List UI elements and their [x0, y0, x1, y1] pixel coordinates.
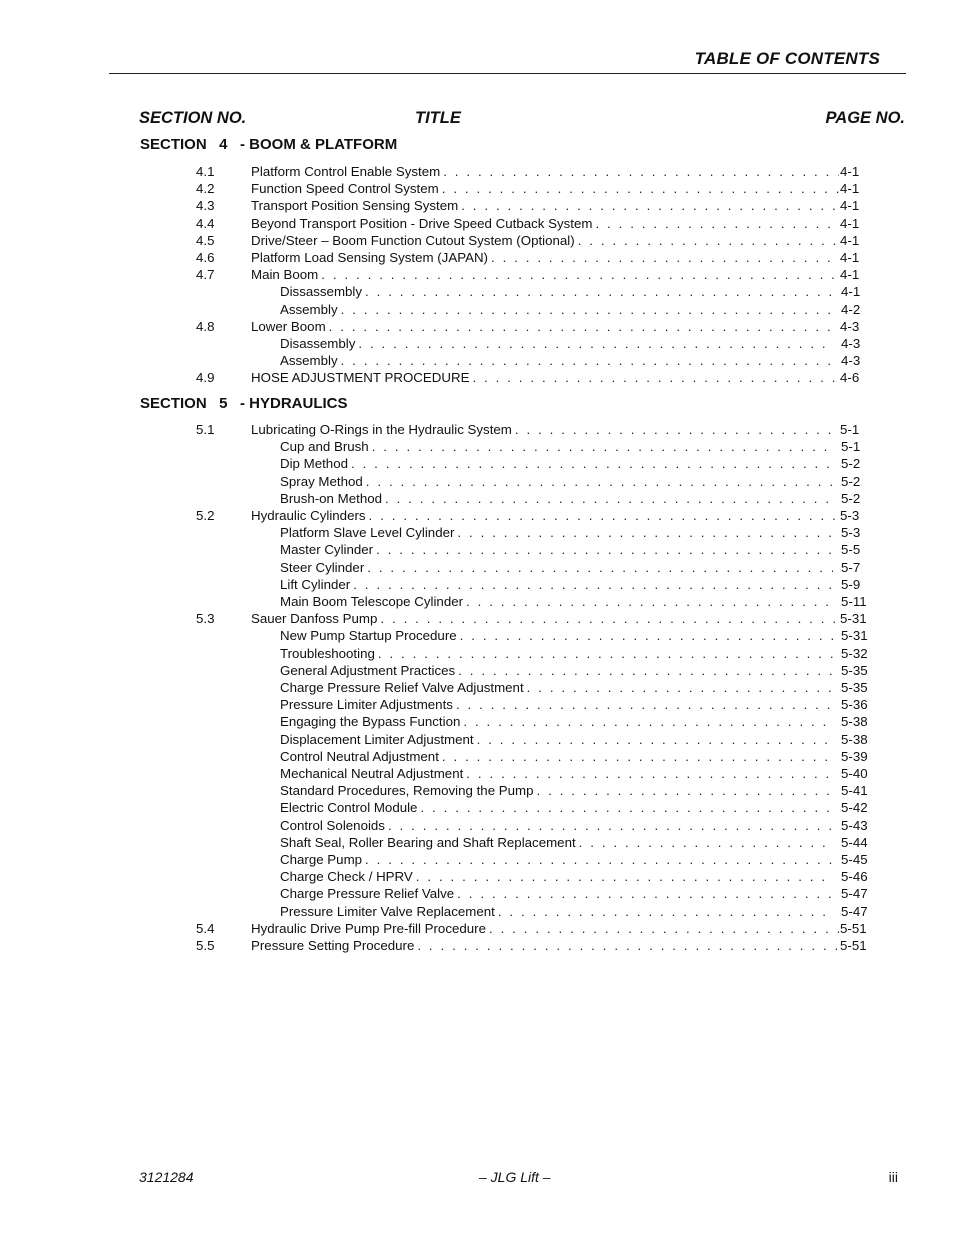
toc-entry-page: 5-47: [841, 903, 868, 919]
dot-leader: [456, 696, 833, 713]
dot-leader: [378, 645, 833, 662]
toc-entry-number: 4.3: [196, 198, 215, 214]
toc-entry-leader-line: [280, 662, 833, 679]
dot-leader: [460, 627, 833, 644]
toc-entry-page: 5-38: [841, 714, 868, 730]
toc-entry-title: Main Boom: [251, 267, 319, 283]
toc-entry-page: 4-2: [841, 301, 861, 317]
dot-leader: [466, 765, 833, 782]
toc-entry-title: New Pump Startup Procedure: [280, 628, 457, 644]
toc-entry-page: 5-35: [841, 680, 868, 695]
dot-leader: [578, 232, 839, 249]
toc-entry-title: Displacement Limiter Adjustment: [280, 731, 474, 747]
toc-entry-leader-line: [280, 834, 833, 851]
toc-entry-page: 5-35: [841, 662, 868, 678]
toc-entry-leader-line: [280, 301, 833, 318]
toc-entry-leader-line: [280, 696, 833, 713]
dot-leader: [376, 541, 833, 558]
toc-entry-leader-line: [280, 283, 833, 300]
toc-entry-leader-line: [251, 507, 839, 524]
toc-entry-page: 4-3: [841, 336, 861, 351]
toc-entry-leader-line: [280, 352, 833, 369]
toc-entry-page: 4-1: [840, 164, 860, 179]
toc-entry-page: 5-45: [841, 852, 868, 867]
dot-leader: [595, 215, 839, 232]
section-heading-5: SECTION 5 - HYDRAULICS: [140, 395, 348, 412]
toc-entry-leader-line: [280, 593, 833, 610]
toc-entry-title: Cup and Brush: [280, 439, 369, 455]
dot-leader: [365, 851, 833, 868]
toc-entry-leader-line: [280, 748, 833, 765]
dot-leader: [366, 473, 833, 490]
dot-leader: [457, 524, 833, 541]
toc-entry-title: Charge Check / HPRV: [280, 869, 413, 885]
toc-entry-page: 5-5: [841, 542, 861, 558]
toc-entry-page: 4-1: [840, 198, 860, 214]
toc-entry-number: 5.4: [196, 920, 215, 936]
toc-entry-leader-line: [280, 541, 833, 558]
toc-entry-page: 4-6: [840, 370, 860, 386]
toc-entry-page: 4-3: [841, 353, 861, 369]
toc-entry-page: 5-41: [841, 783, 868, 799]
dot-leader: [385, 490, 833, 507]
toc-entry-title: Main Boom Telescope Cylinder: [280, 594, 464, 609]
toc-entry-title: Charge Pump: [280, 852, 363, 867]
toc-entry-title: Electric Control Module: [280, 800, 418, 816]
toc-entry-leader-line: [280, 817, 833, 834]
dot-leader: [527, 679, 833, 696]
toc-entry-leader-line: [251, 180, 839, 197]
toc-entry-leader-line: [280, 627, 833, 644]
toc-entry-title: Hydraulic Drive Pump Pre-fill Procedure: [251, 920, 486, 936]
toc-entry-title: Hydraulic Cylinders: [251, 508, 366, 523]
toc-entry-title: Spray Method: [280, 473, 363, 489]
toc-entry-leader-line: [280, 438, 833, 455]
toc-entry-title: Pressure Limiter Adjustments: [280, 697, 453, 713]
toc-entry-leader-line: [280, 903, 833, 920]
toc-entry-title: Disassembly: [280, 336, 356, 351]
dot-leader: [458, 662, 833, 679]
toc-entry-number: 4.1: [196, 164, 215, 179]
toc-entry-leader-line: [280, 679, 833, 696]
dot-leader: [442, 180, 839, 197]
toc-entry-leader-line: [251, 232, 839, 249]
dot-leader: [443, 163, 839, 180]
toc-entry-title: Pressure Setting Procedure: [251, 938, 415, 953]
toc-entry-leader-line: [251, 249, 839, 266]
dot-leader: [489, 920, 839, 937]
toc-entry-title: Function Speed Control System: [251, 181, 439, 197]
toc-entry-number: 4.9: [196, 370, 215, 386]
toc-entry-title: Master Cylinder: [280, 542, 374, 558]
dot-leader: [579, 834, 833, 851]
toc-entry-leader-line: [280, 335, 833, 352]
toc-entry-leader-line: [280, 473, 833, 490]
toc-entry-page: 5-3: [841, 525, 861, 541]
toc-entry-title: HOSE ADJUSTMENT PROCEDURE: [251, 370, 470, 386]
toc-entry-title: Transport Position Sensing System: [251, 198, 459, 214]
dot-leader: [457, 885, 833, 902]
dot-leader: [498, 903, 833, 920]
toc-entry-page: 4-1: [840, 215, 860, 231]
toc-entry-page: 5-40: [841, 766, 868, 781]
toc-entry-page: 5-32: [841, 645, 868, 661]
column-heading-page-no: PAGE NO.: [825, 109, 905, 127]
toc-entry-page: 5-47: [841, 886, 868, 902]
toc-entry-title: Charge Pressure Relief Valve: [280, 886, 455, 902]
toc-entry-page: 4-1: [841, 284, 861, 300]
toc-entry-leader-line: [251, 421, 839, 438]
toc-entry-leader-line: [251, 610, 839, 627]
toc-entry-page: 5-44: [841, 834, 868, 850]
toc-entry-page: 4-1: [840, 250, 860, 265]
toc-entry-leader-line: [280, 765, 833, 782]
toc-entry-page: 5-9: [841, 576, 861, 592]
toc-entry-leader-line: [280, 731, 833, 748]
toc-entry-leader-line: [280, 576, 833, 593]
toc-entry-number: 4.6: [196, 250, 215, 265]
dot-leader: [372, 438, 833, 455]
toc-entry-leader-line: [280, 868, 833, 885]
toc-entry-leader-line: [251, 197, 839, 214]
dot-leader: [442, 748, 833, 765]
section-heading-4: SECTION 4 - BOOM & PLATFORM: [140, 136, 398, 153]
toc-entry-leader-line: [280, 885, 833, 902]
toc-entry-number: 5.3: [196, 611, 215, 627]
toc-entry-page: 5-31: [841, 628, 868, 644]
column-heading-section-no: SECTION NO.: [139, 109, 247, 127]
toc-entry-page: 5-2: [841, 490, 861, 506]
dot-leader: [329, 318, 839, 335]
toc-entry-leader-line: [280, 645, 833, 662]
toc-entry-page: 5-51: [840, 920, 867, 936]
toc-entry-leader-line: [251, 266, 839, 283]
dot-leader: [477, 731, 833, 748]
toc-entry-page: 5-2: [841, 473, 861, 489]
toc-entry-page: 5-11: [841, 594, 867, 609]
dot-leader: [353, 576, 833, 593]
toc-entry-title: Charge Pressure Relief Valve Adjustment: [280, 680, 524, 695]
toc-entry-title: Assembly: [280, 301, 338, 317]
toc-entry-number: 4.2: [196, 181, 215, 197]
toc-entry-page: 4-1: [840, 232, 860, 248]
toc-entry-number: 4.7: [196, 267, 215, 283]
dot-leader: [420, 799, 833, 816]
toc-entry-leader-line: [280, 851, 833, 868]
dot-leader: [466, 593, 833, 610]
toc-entry-title: Brush-on Method: [280, 490, 382, 506]
dot-leader: [369, 507, 839, 524]
dot-leader: [472, 369, 839, 386]
toc-entry-leader-line: [280, 713, 833, 730]
toc-entry-page: 5-31: [840, 611, 867, 627]
header-rule: [109, 73, 906, 74]
toc-entry-leader-line: [251, 163, 839, 180]
toc-entry-page: 5-1: [841, 439, 861, 455]
toc-entry-leader-line: [251, 369, 839, 386]
toc-entry-page: 5-46: [841, 869, 868, 885]
toc-entry-title: Drive/Steer – Boom Function Cutout System (Optional): [251, 232, 575, 248]
dot-leader: [416, 868, 833, 885]
dot-leader: [365, 283, 833, 300]
toc-entry-page: 5-38: [841, 731, 868, 747]
dot-leader: [367, 559, 833, 576]
dot-leader: [388, 817, 833, 834]
dot-leader: [537, 782, 833, 799]
toc-entry-title: Standard Procedures, Removing the Pump: [280, 783, 534, 799]
toc-entry-leader-line: [280, 782, 833, 799]
toc-entry-title: General Adjustment Practices: [280, 662, 456, 678]
toc-entry-page: 5-43: [841, 817, 868, 833]
toc-entry-title: Sauer Danfoss Pump: [251, 611, 378, 627]
footer-doc-number: 3121284: [139, 1169, 194, 1185]
toc-entry-leader-line: [280, 490, 833, 507]
dot-leader: [380, 610, 839, 627]
dot-leader: [321, 266, 839, 283]
toc-entry-page: 4-3: [840, 318, 860, 334]
toc-entry-number: 5.5: [196, 938, 215, 953]
toc-entry-leader-line: [280, 559, 833, 576]
toc-entry-page: 5-39: [841, 748, 868, 764]
toc-entry-title: Lower Boom: [251, 318, 326, 334]
dot-leader: [515, 421, 839, 438]
toc-entry-page: 5-3: [840, 508, 860, 523]
dot-leader: [491, 249, 839, 266]
dot-leader: [461, 197, 839, 214]
toc-entry-title: Engaging the Bypass Function: [280, 714, 461, 730]
column-heading-title: TITLE: [415, 109, 461, 127]
toc-entry-page: 5-1: [840, 422, 860, 437]
toc-entry-title: Beyond Transport Position - Drive Speed Cutback System: [251, 215, 593, 231]
toc-entry-title: Assembly: [280, 353, 338, 369]
toc-entry-number: 5.1: [196, 422, 215, 437]
toc-entry-title: Dissassembly: [280, 284, 363, 300]
dot-leader: [463, 713, 833, 730]
toc-entry-number: 4.5: [196, 232, 215, 248]
toc-entry-title: Troubleshooting: [280, 645, 375, 661]
toc-entry-title: Platform Load Sensing System (JAPAN): [251, 250, 488, 265]
toc-entry-page: 4-1: [840, 267, 860, 283]
toc-entry-title: Mechanical Neutral Adjustment: [280, 766, 464, 781]
toc-entry-leader-line: [251, 920, 839, 937]
toc-entry-title: Platform Control Enable System: [251, 164, 441, 179]
toc-entry-number: 4.4: [196, 215, 215, 231]
toc-entry-page: 5-36: [841, 697, 868, 713]
toc-entry-page: 5-42: [841, 800, 868, 816]
toc-entry-leader-line: [251, 318, 839, 335]
toc-entry-leader-line: [280, 524, 833, 541]
toc-entry-title: Lift Cylinder: [280, 576, 351, 592]
footer-page-number: iii: [888, 1169, 898, 1185]
toc-entry-page: 5-51: [840, 938, 867, 953]
page-header-title: TABLE OF CONTENTS: [694, 49, 880, 68]
toc-entry-title: Control Solenoids: [280, 817, 385, 833]
dot-leader: [351, 455, 833, 472]
toc-entry-leader-line: [251, 215, 839, 232]
toc-entry-number: 4.8: [196, 318, 215, 334]
dot-leader: [341, 301, 833, 318]
dot-leader: [358, 335, 833, 352]
dot-leader: [417, 937, 839, 954]
toc-entry-title: Platform Slave Level Cylinder: [280, 525, 455, 541]
toc-entry-title: Steer Cylinder: [280, 559, 365, 575]
toc-entry-title: Lubricating O-Rings in the Hydraulic System: [251, 422, 512, 437]
toc-entry-page: 5-7: [841, 559, 861, 575]
toc-entry-title: Pressure Limiter Valve Replacement: [280, 903, 495, 919]
toc-entry-leader-line: [280, 799, 833, 816]
toc-entry-title: Control Neutral Adjustment: [280, 748, 439, 764]
toc-entry-number: 5.2: [196, 508, 215, 523]
toc-entry-page: 4-1: [840, 181, 860, 197]
dot-leader: [341, 352, 833, 369]
toc-entry-leader-line: [280, 455, 833, 472]
toc-entry-page: 5-2: [841, 456, 861, 472]
footer-center-text: – JLG Lift –: [479, 1169, 551, 1185]
toc-entry-title: Dip Method: [280, 456, 348, 472]
toc-entry-title: Shaft Seal, Roller Bearing and Shaft Replacement: [280, 834, 576, 850]
toc-entry-leader-line: [251, 937, 839, 954]
